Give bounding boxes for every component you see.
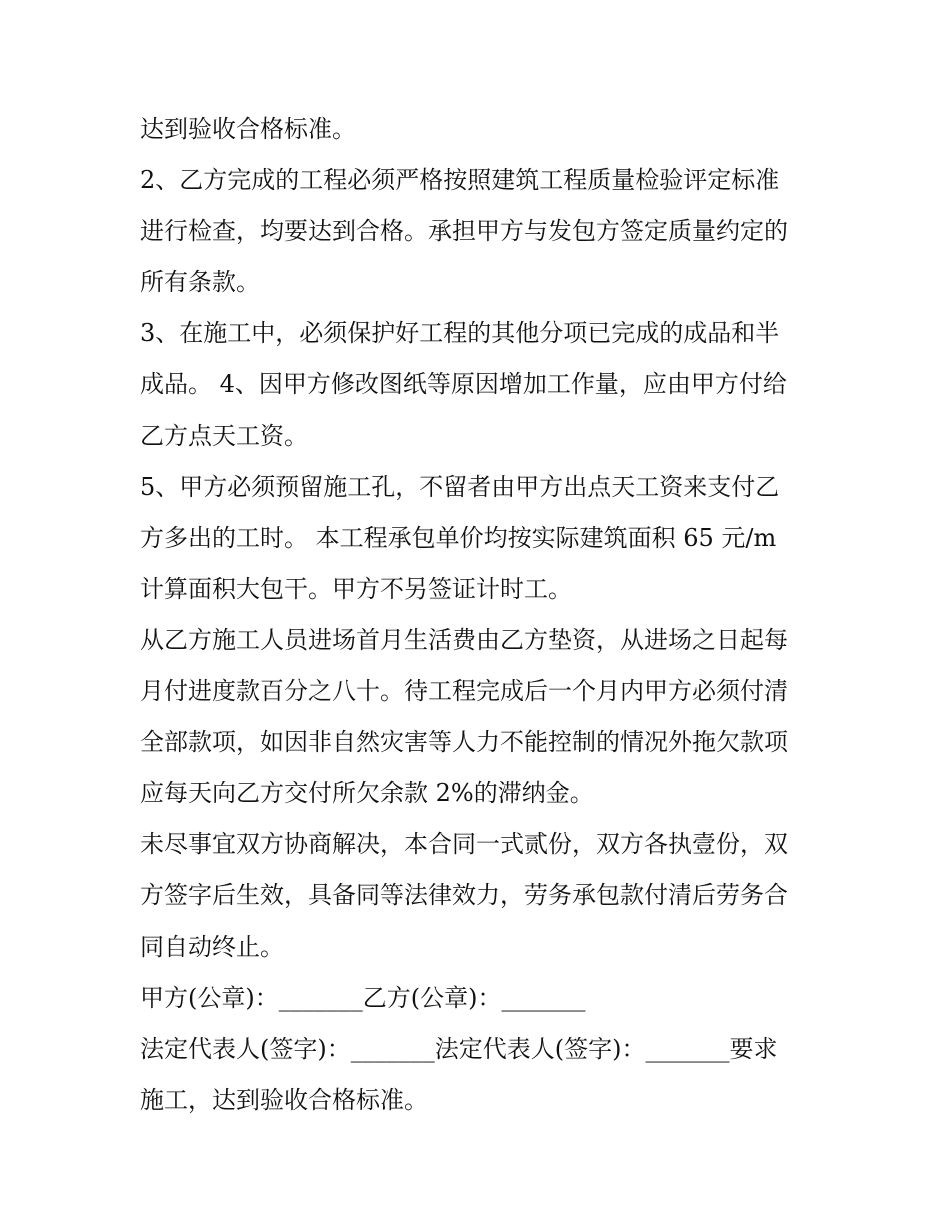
text-line: 2、乙方完成的工程必须严格按照建筑工程质量检验评定标准 [140, 166, 780, 195]
text-line: 全部款项，如因非自然灾害等人力不能控制的情况外拖欠款项 [140, 728, 788, 757]
text-line: 进行检查，均要达到合格。承担甲方与发包方签定质量约定的 [140, 217, 788, 246]
signature-line-representative: 法定代表人(签字)：_______法定代表人(签字)：_______要求 [140, 1034, 778, 1063]
text-line: 从乙方施工人员进场首月生活费由乙方垫资，从进场之日起每 [140, 625, 788, 654]
text-line: 5、甲方必须预留施工孔，不留者由甲方出点天工资来支付乙 [140, 472, 780, 501]
text-line: 方多出的工时。 本工程承包单价均按实际建筑面积 65 元/m [140, 523, 777, 552]
text-line: 施工，达到验收合格标准。 [140, 1085, 428, 1114]
text-line: 未尽事宜双方协商解决，本合同一式贰份，双方各执壹份，双 [140, 830, 788, 859]
text-line: 成品。 4、因甲方修改图纸等原因增加工作量，应由甲方付给 [140, 370, 787, 399]
signature-line-seal: 甲方(公章)：_______乙方(公章)：_______ [140, 983, 586, 1012]
text-line: 所有条款。 [140, 268, 260, 297]
text-line: 方签字后生效，具备同等法律效力，劳务承包款付清后劳务合 [140, 881, 788, 910]
text-line: 应每天向乙方交付所欠余款 2%的滞纳金。 [140, 779, 594, 808]
text-line: 计算面积大包干。甲方不另签证计时工。 [140, 574, 572, 603]
text-line: 达到验收合格标准。 [140, 115, 356, 143]
text-line: 月付进度款百分之八十。待工程完成后一个月内甲方必须付清 [140, 677, 788, 706]
text-line: 3、在施工中，必须保护好工程的其他分项已完成的成品和半 [140, 319, 780, 348]
text-line: 乙方点天工资。 [140, 421, 308, 450]
text-line: 同自动终止。 [140, 932, 284, 961]
contract-text [140, 104, 820, 1126]
